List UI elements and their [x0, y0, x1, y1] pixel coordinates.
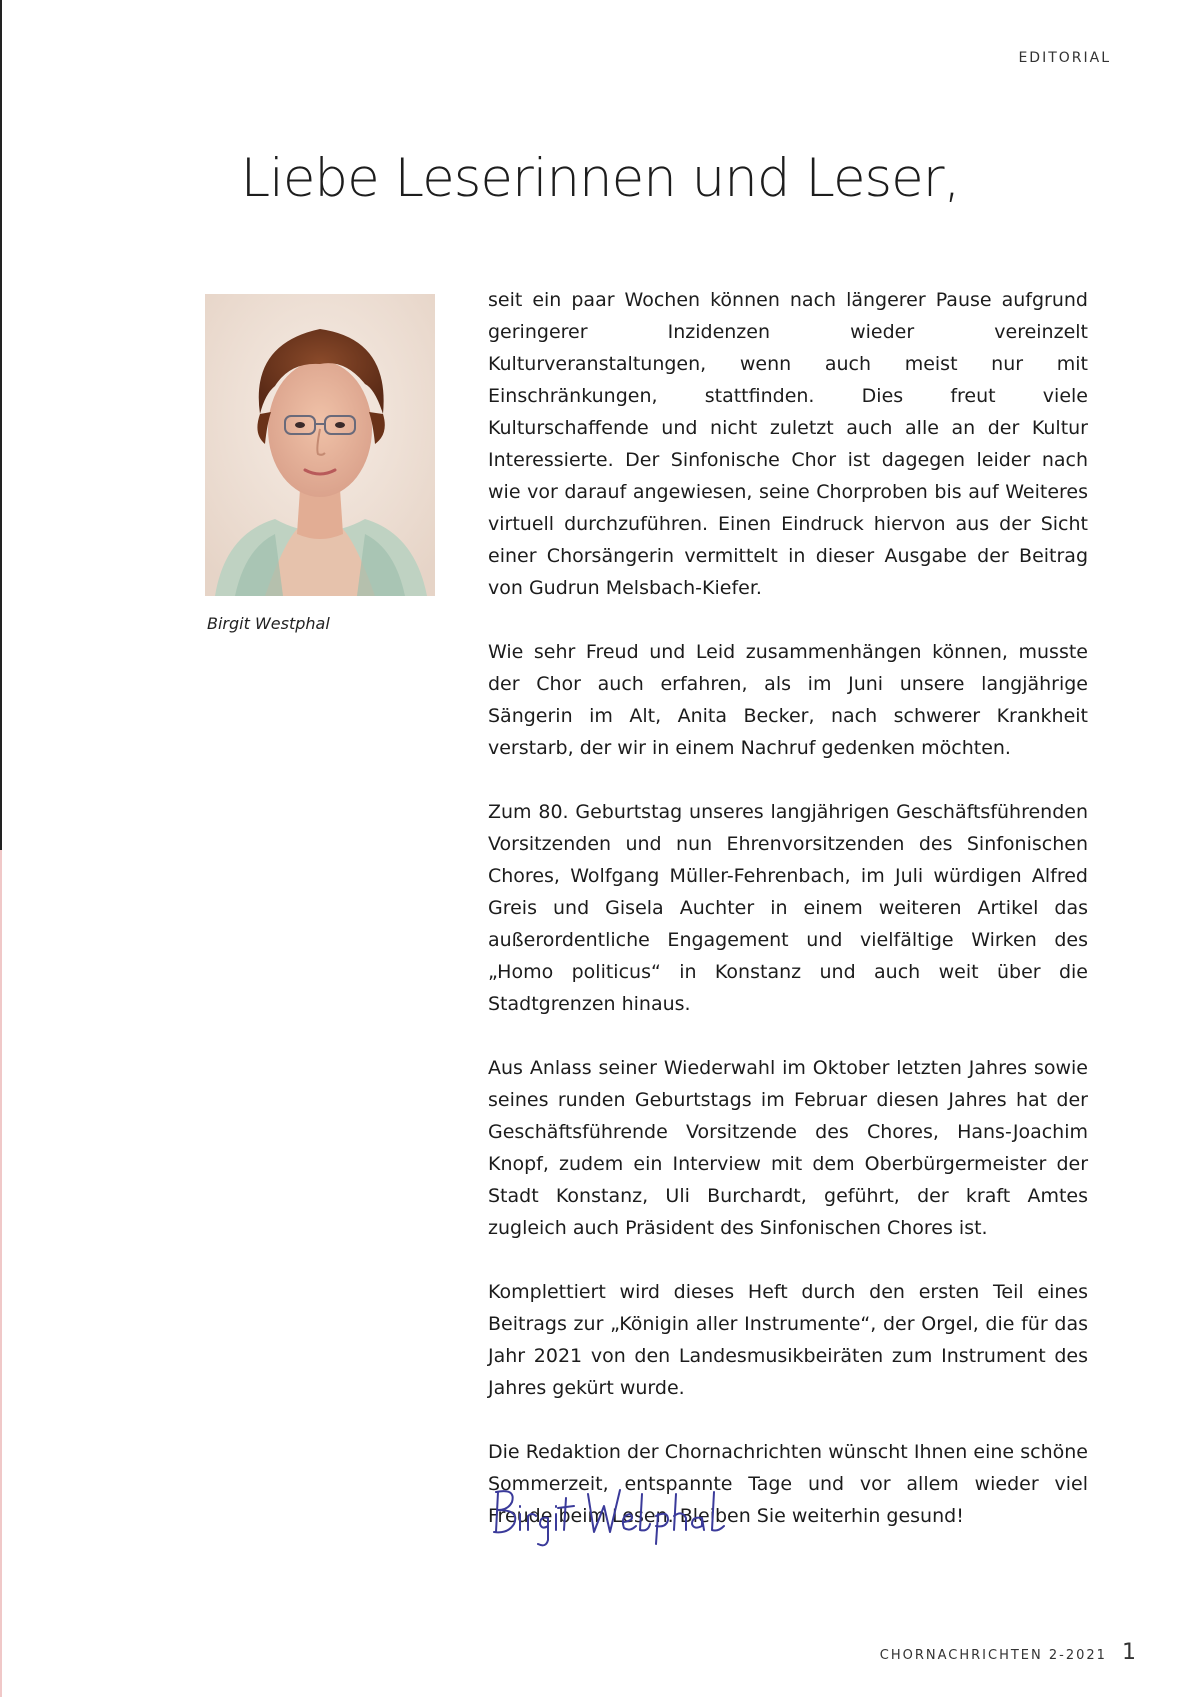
paragraph: seit ein paar Wochen können nach längerer Pause aufgrund geringerer Inzidenzen wieder vereinzelt Kulturveranstaltungen, wenn auch meist nur mit Einschränkungen, stattfinden. Dies freut viele Kulturschaffende und nicht zuletzt auch alle an der Kultur Interessierte. Der Sinfonische Chor ist dagegen leider nach wie vor darauf angewiesen, seine Chorproben bis auf Weiteres virtuell durchzuführen. Einen Eindruck hiervon aus der Sicht einer Chorsängerin vermittelt in dieser Ausgabe der Beitrag von Gudrun Melsbach-Kiefer.	[488, 289, 1088, 599]
page-footer	[880, 1640, 1136, 1665]
portrait-illustration	[205, 294, 435, 596]
handwritten-signature	[490, 1480, 730, 1550]
paragraph: Aus Anlass seiner Wiederwahl im Oktober letzten Jahres sowie seines runden Geburtstags im Februar diesen Jahres hat der Geschäftsführende Vorsitzende des Chores, Hans-Joachim Knopf, zudem ein Interview mit dem Oberbürgermeister der Stadt Konstanz, Uli Burchardt, geführt, der kraft Amtes zugleich auch Präsident des Sinfonischen Chores ist.	[488, 1057, 1088, 1239]
section-label: EDITORIAL	[1018, 50, 1111, 66]
paragraph: Die Redaktion der Chornachrichten wünscht Ihnen eine schöne Sommerzeit, entspannte Tage und vor allem wieder viel Freude beim Lesen. Bleiben Sie weiterhin gesund!	[488, 1441, 1088, 1527]
paragraph: Zum 80. Geburtstag unseres langjährigen Geschäftsführenden Vorsitzenden und nun Ehrenvorsitzenden des Sinfonischen Chores, Wolfgang Müller-Fehrenbach, im Juli würdigen Alfred Greis und Gisela Auchter in einem weiteren Artikel das außerordentliche Engagement und vielfältige Wirken des „Homo politicus“ in Konstanz und auch weit über die Stadtgrenzen hinaus.	[488, 801, 1088, 1015]
signature-drawing	[490, 1480, 730, 1550]
page-edge-line-accent	[0, 850, 2, 1697]
paragraph: Wie sehr Freud und Leid zusammenhängen können, musste der Chor auch erfahren, als im Juni unsere langjährige Sängerin im Alt, Anita Becker, nach schwerer Krankheit verstarb, der wir in einem Nachruf gedenken möchten.	[488, 641, 1088, 759]
portrait-caption: Birgit Westphal	[207, 614, 330, 633]
magazine-issue: CHORNACHRICHTEN 2-2021	[879, 1648, 1107, 1663]
author-portrait	[205, 294, 435, 596]
page-title: Liebe Leserinnen und Leser,	[240, 148, 960, 209]
paragraph: Komplettiert wird dieses Heft durch den ersten Teil eines Beitrags zur „Königin aller Instrumente“, der Orgel, die für das Jahr 2021 von den Landesmusikbeiräten zum Instrument des Jahres gekürt wurde.	[488, 1281, 1088, 1399]
page-edge-line	[0, 0, 2, 850]
page-number: 1	[1122, 1640, 1136, 1665]
editorial-body	[488, 284, 1088, 1564]
